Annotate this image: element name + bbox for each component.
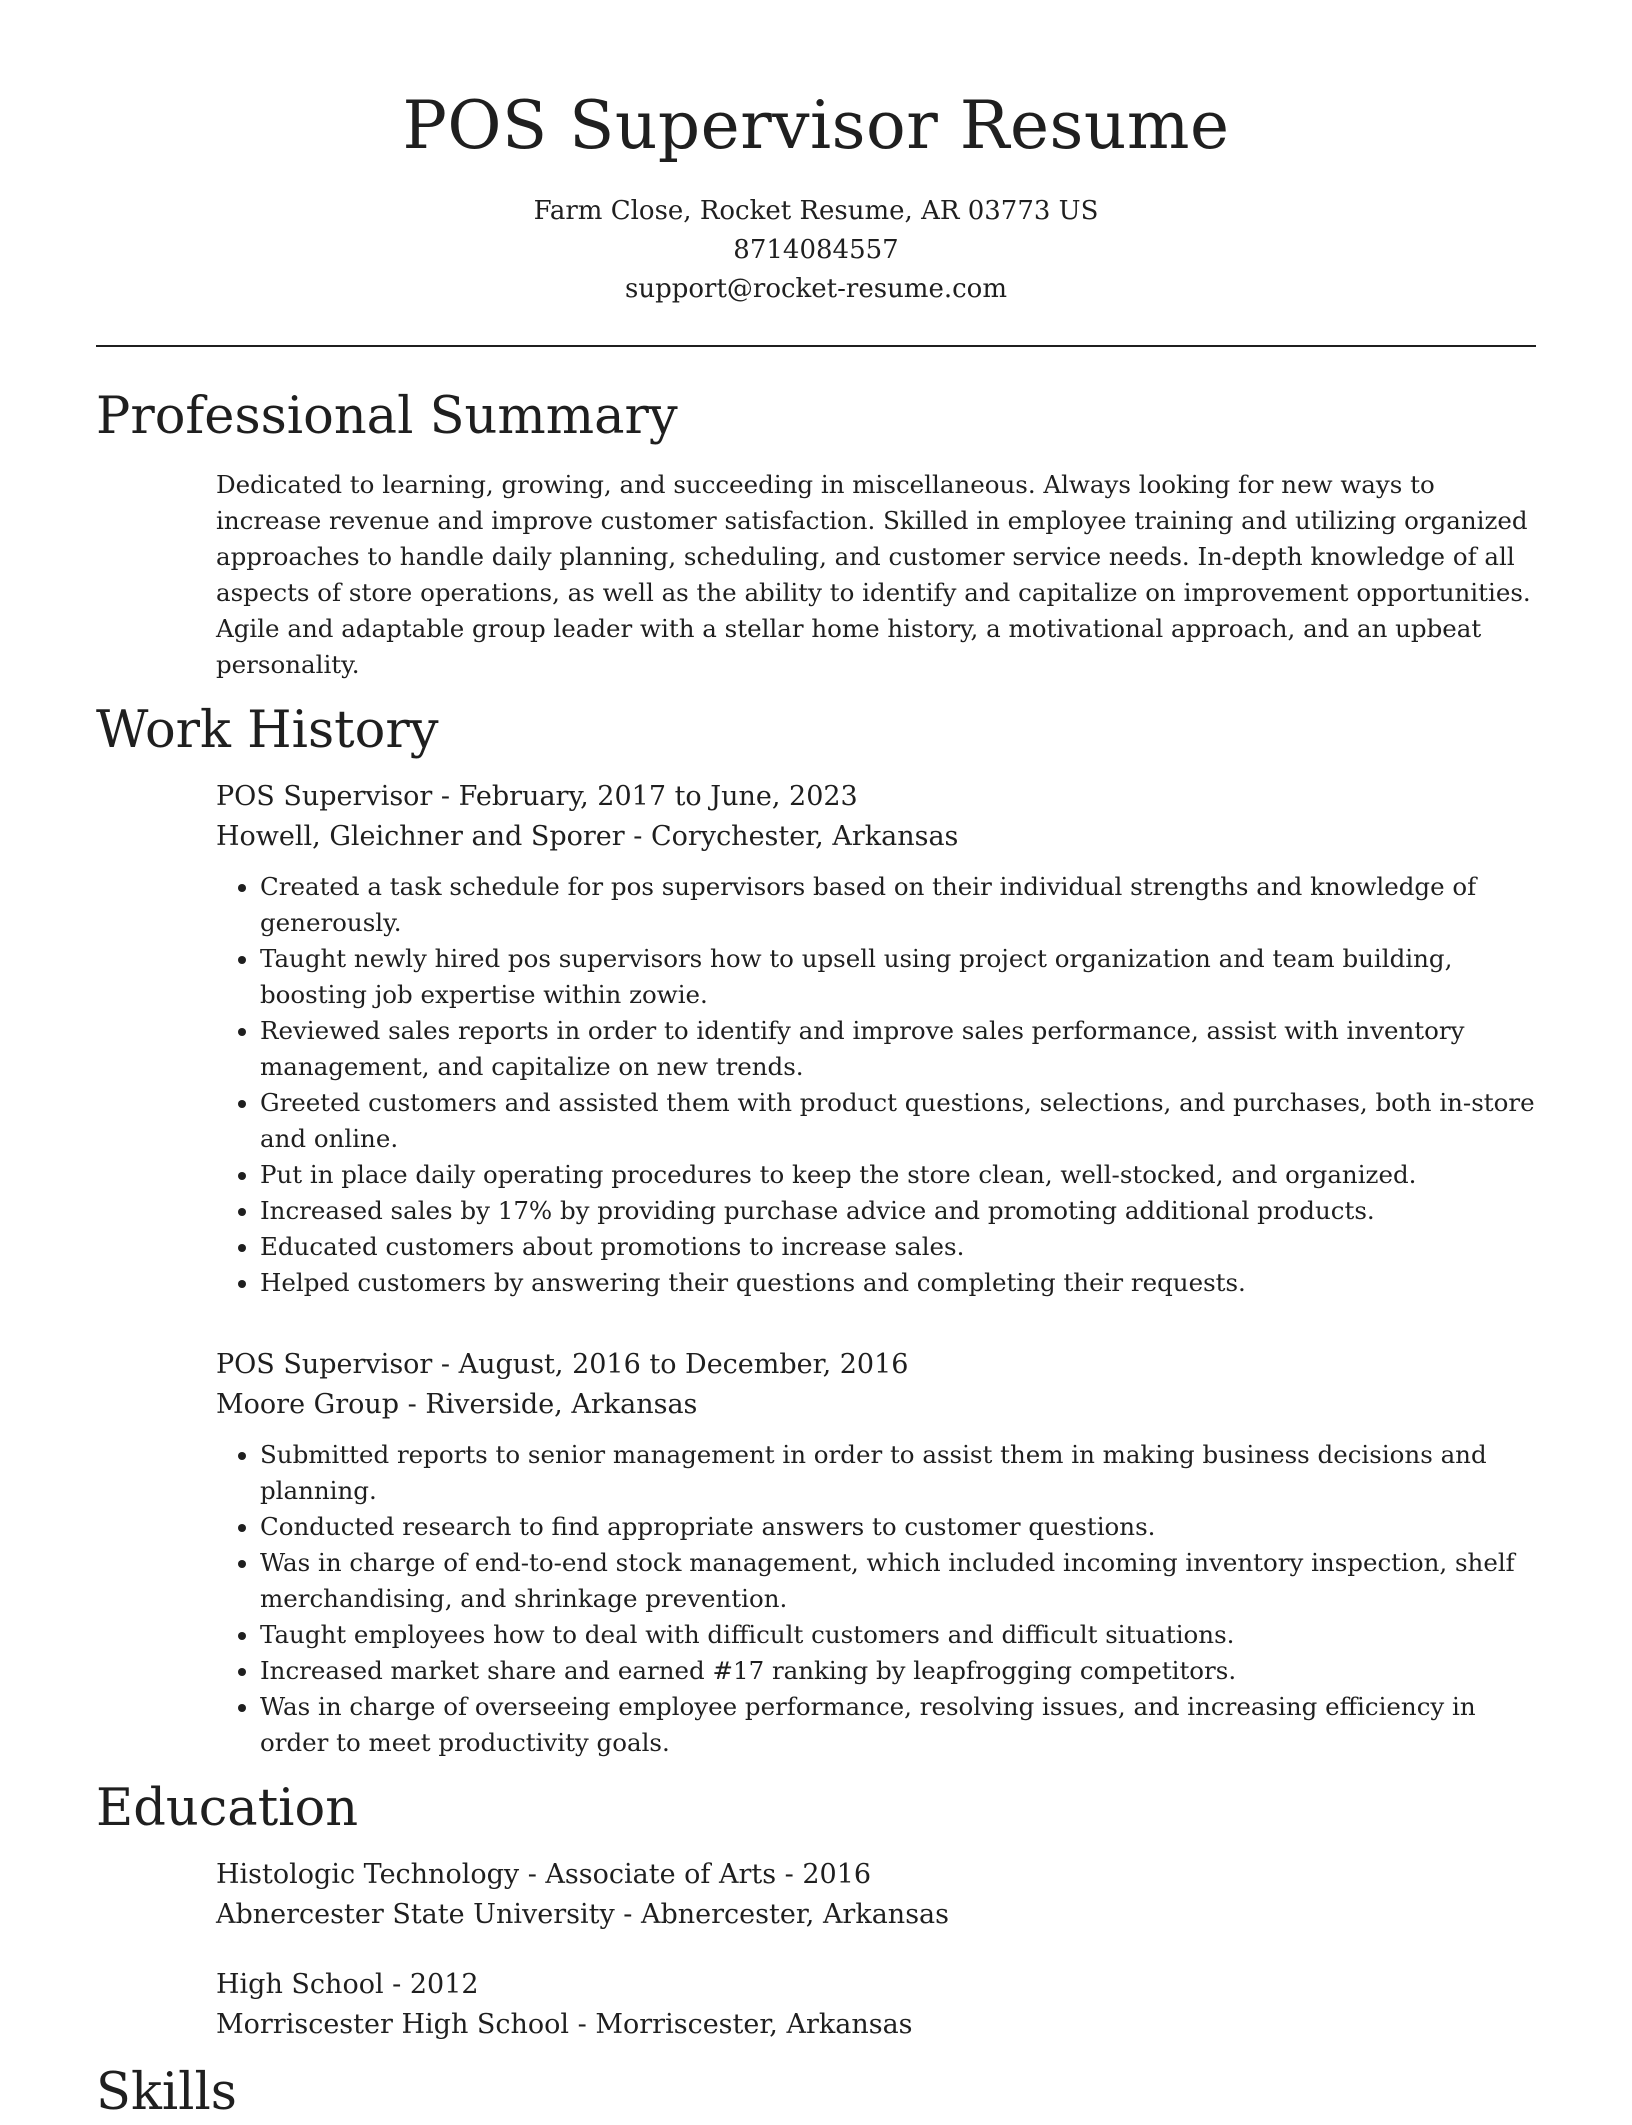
job-dates: - February, 2017 to June, 2023	[432, 781, 858, 812]
job-company-line	[216, 817, 1536, 857]
education-section	[216, 1855, 1536, 2045]
job-position: POS Supervisor	[216, 1349, 433, 1380]
job-company: Moore Group	[216, 1389, 400, 1420]
education-degree: Histologic Technology - Associate of Arts	[216, 1859, 777, 1890]
list-item: • Taught employees how to deal with difficult customers and difficult situations.	[260, 1617, 1536, 1653]
education-year: - 2016	[776, 1859, 872, 1890]
resume-page	[96, 0, 1536, 2125]
resume-title: POS Supervisor Resume	[402, 87, 1230, 164]
list-item: • Submitted reports to senior management in order to assist them in making business decisions and planning.	[260, 1437, 1536, 1509]
contact-block	[96, 192, 1536, 309]
education-degree-line	[216, 1855, 1536, 1895]
list-item: • Increased sales by 17% by providing purchase advice and promoting additional products.	[260, 1193, 1536, 1229]
education-school-line	[216, 1895, 1536, 1935]
education-school-line	[216, 2005, 1536, 2045]
summary-text: Dedicated to learning, growing, and succeeding in miscellaneous. Always looking for new ways to increase revenue and improve customer satisfaction. Skilled in employee training and utilizing organized approaches to handle daily planning, scheduling, and customer service needs. In-depth knowledge of all aspects of store operations, as well as the ability to identify and capitalize on improvement opportunities. Agile and adaptable group leader with a stellar home history, a motivational approach, and an upbeat personality.	[216, 470, 1531, 679]
education-location: - Morriscester, Arkansas	[569, 2009, 913, 2040]
list-item: • Greeted customers and assisted them with product questions, selections, and purchases, both in-store and online.	[260, 1085, 1536, 1157]
job-title-line	[216, 1345, 1536, 1385]
job-company: Howell, Gleichner and Sporer	[216, 821, 625, 852]
resume-header	[96, 0, 1536, 309]
job-bullets	[216, 869, 1536, 1301]
list-item: • Taught newly hired pos supervisors how to upsell using project organization and team building, boosting job expertise within zowie.	[260, 941, 1536, 1013]
list-item: • Conducted research to find appropriate answers to customer questions.	[260, 1509, 1536, 1545]
job-title-line	[216, 777, 1536, 817]
list-item: • Put in place daily operating procedures to keep the store clean, well-stocked, and organized.	[260, 1157, 1536, 1193]
job-location: - Riverside, Arkansas	[399, 1389, 698, 1420]
contact-email: support@rocket-resume.com	[624, 274, 1007, 304]
job-bullets	[216, 1437, 1536, 1761]
education-school: Morriscester High School	[216, 2009, 570, 2040]
job-position: POS Supervisor	[216, 781, 433, 812]
education-degree-line	[216, 1965, 1536, 2005]
contact-address: Farm Close, Rocket Resume, AR 03773 US	[533, 196, 1099, 226]
summary-section	[216, 467, 1536, 683]
education-school: Abnercester State University	[216, 1899, 615, 1930]
work-history-heading: Work History	[96, 701, 439, 760]
summary-heading: Professional Summary	[96, 387, 678, 446]
education-year: - 2012	[383, 1969, 479, 2000]
list-item: • Helped customers by answering their questions and completing their requests.	[260, 1265, 1536, 1301]
job-company-line	[216, 1385, 1536, 1425]
job-dates: - August, 2016 to December, 2016	[432, 1349, 909, 1380]
header-divider	[96, 345, 1536, 347]
education-heading: Education	[96, 1779, 359, 1838]
education-entry	[216, 1855, 1536, 1935]
contact-phone: 8714084557	[733, 235, 899, 265]
job-entry	[216, 1345, 1536, 1761]
job-location: - Corychester, Arkansas	[624, 821, 959, 852]
work-history-section	[216, 777, 1536, 1761]
job-entry	[216, 777, 1536, 1301]
education-entry	[216, 1965, 1536, 2045]
list-item: • Was in charge of end-to-end stock management, which included incoming inventory inspection, shelf merchandising, and shrinkage prevention.	[260, 1545, 1536, 1617]
list-item: • Increased market share and earned #17 ranking by leapfrogging competitors.	[260, 1653, 1536, 1689]
list-item: • Was in charge of overseeing employee performance, resolving issues, and increasing efficiency in order to meet productivity goals.	[260, 1689, 1536, 1761]
skills-heading: Skills	[96, 2063, 237, 2122]
education-degree: High School	[216, 1969, 384, 2000]
list-item: • Created a task schedule for pos supervisors based on their individual strengths and knowledge of generously.	[260, 869, 1536, 941]
education-location: - Abnercester, Arkansas	[614, 1899, 949, 1930]
list-item: • Reviewed sales reports in order to identify and improve sales performance, assist with inventory management, and capitalize on new trends.	[260, 1013, 1536, 1085]
list-item: • Educated customers about promotions to increase sales.	[260, 1229, 1536, 1265]
